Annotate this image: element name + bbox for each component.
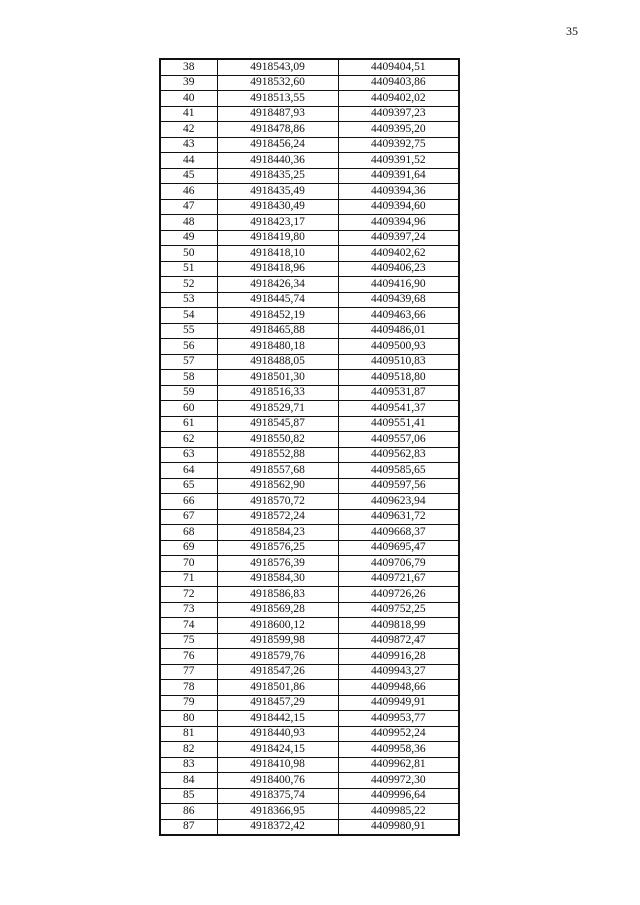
x-coordinate-cell: 4918552,88 bbox=[217, 447, 338, 463]
x-coordinate-cell: 4918570,72 bbox=[217, 494, 338, 510]
x-coordinate-cell: 4918545,87 bbox=[217, 416, 338, 432]
y-coordinate-cell: 4409404,51 bbox=[338, 59, 459, 75]
table-row bbox=[160, 447, 459, 463]
y-coordinate-cell: 4409872,47 bbox=[338, 633, 459, 649]
point-number-cell: 43 bbox=[160, 137, 217, 153]
point-number-cell: 40 bbox=[160, 91, 217, 107]
y-coordinate-cell: 4409962,81 bbox=[338, 757, 459, 773]
x-coordinate-cell: 4918599,98 bbox=[217, 633, 338, 649]
y-coordinate-cell: 4409391,52 bbox=[338, 153, 459, 169]
y-coordinate-cell: 4409985,22 bbox=[338, 804, 459, 820]
point-number-cell: 42 bbox=[160, 122, 217, 138]
y-coordinate-cell: 4409510,83 bbox=[338, 354, 459, 370]
x-coordinate-cell: 4918418,96 bbox=[217, 261, 338, 277]
point-number-cell: 52 bbox=[160, 277, 217, 293]
table-row bbox=[160, 525, 459, 541]
x-coordinate-cell: 4918547,26 bbox=[217, 664, 338, 680]
table-row bbox=[160, 246, 459, 262]
x-coordinate-cell: 4918366,95 bbox=[217, 804, 338, 820]
y-coordinate-cell: 4409392,75 bbox=[338, 137, 459, 153]
point-number-cell: 62 bbox=[160, 432, 217, 448]
table-row bbox=[160, 59, 459, 75]
table-row bbox=[160, 292, 459, 308]
table-row bbox=[160, 432, 459, 448]
table-row bbox=[160, 153, 459, 169]
x-coordinate-cell: 4918584,23 bbox=[217, 525, 338, 541]
table-row bbox=[160, 91, 459, 107]
point-number-cell: 55 bbox=[160, 323, 217, 339]
y-coordinate-cell: 4409541,37 bbox=[338, 401, 459, 417]
x-coordinate-cell: 4918501,30 bbox=[217, 370, 338, 386]
point-number-cell: 51 bbox=[160, 261, 217, 277]
point-number-cell: 46 bbox=[160, 184, 217, 200]
table-row bbox=[160, 401, 459, 417]
x-coordinate-cell: 4918513,55 bbox=[217, 91, 338, 107]
point-number-cell: 66 bbox=[160, 494, 217, 510]
x-coordinate-cell: 4918480,18 bbox=[217, 339, 338, 355]
y-coordinate-cell: 4409486,01 bbox=[338, 323, 459, 339]
point-number-cell: 63 bbox=[160, 447, 217, 463]
point-number-cell: 61 bbox=[160, 416, 217, 432]
y-coordinate-cell: 4409980,91 bbox=[338, 819, 459, 835]
y-coordinate-cell: 4409972,30 bbox=[338, 773, 459, 789]
x-coordinate-cell: 4918586,83 bbox=[217, 587, 338, 603]
x-coordinate-cell: 4918532,60 bbox=[217, 75, 338, 91]
y-coordinate-cell: 4409394,60 bbox=[338, 199, 459, 215]
y-coordinate-cell: 4409518,80 bbox=[338, 370, 459, 386]
x-coordinate-cell: 4918442,15 bbox=[217, 711, 338, 727]
table-row bbox=[160, 106, 459, 122]
table-row bbox=[160, 75, 459, 91]
point-number-cell: 48 bbox=[160, 215, 217, 231]
x-coordinate-cell: 4918457,29 bbox=[217, 695, 338, 711]
x-coordinate-cell: 4918584,30 bbox=[217, 571, 338, 587]
table-row bbox=[160, 664, 459, 680]
y-coordinate-cell: 4409397,23 bbox=[338, 106, 459, 122]
point-number-cell: 80 bbox=[160, 711, 217, 727]
table-row bbox=[160, 819, 459, 835]
point-number-cell: 70 bbox=[160, 556, 217, 572]
x-coordinate-cell: 4918501,86 bbox=[217, 680, 338, 696]
point-number-cell: 56 bbox=[160, 339, 217, 355]
table-row bbox=[160, 416, 459, 432]
y-coordinate-cell: 4409402,62 bbox=[338, 246, 459, 262]
y-coordinate-cell: 4409948,66 bbox=[338, 680, 459, 696]
table-row bbox=[160, 385, 459, 401]
point-number-cell: 53 bbox=[160, 292, 217, 308]
x-coordinate-cell: 4918579,76 bbox=[217, 649, 338, 665]
y-coordinate-cell: 4409394,96 bbox=[338, 215, 459, 231]
x-coordinate-cell: 4918372,42 bbox=[217, 819, 338, 835]
table-row bbox=[160, 184, 459, 200]
y-coordinate-cell: 4409953,77 bbox=[338, 711, 459, 727]
x-coordinate-cell: 4918456,24 bbox=[217, 137, 338, 153]
x-coordinate-cell: 4918410,98 bbox=[217, 757, 338, 773]
y-coordinate-cell: 4409949,91 bbox=[338, 695, 459, 711]
point-number-cell: 67 bbox=[160, 509, 217, 525]
x-coordinate-cell: 4918543,09 bbox=[217, 59, 338, 75]
point-number-cell: 85 bbox=[160, 788, 217, 804]
point-number-cell: 78 bbox=[160, 680, 217, 696]
y-coordinate-cell: 4409585,65 bbox=[338, 463, 459, 479]
x-coordinate-cell: 4918440,93 bbox=[217, 726, 338, 742]
table-row bbox=[160, 726, 459, 742]
table-row bbox=[160, 478, 459, 494]
x-coordinate-cell: 4918452,19 bbox=[217, 308, 338, 324]
y-coordinate-cell: 4409943,27 bbox=[338, 664, 459, 680]
y-coordinate-cell: 4409500,93 bbox=[338, 339, 459, 355]
x-coordinate-cell: 4918562,90 bbox=[217, 478, 338, 494]
y-coordinate-cell: 4409557,06 bbox=[338, 432, 459, 448]
table-row bbox=[160, 494, 459, 510]
point-number-cell: 60 bbox=[160, 401, 217, 417]
table-row bbox=[160, 230, 459, 246]
x-coordinate-cell: 4918488,05 bbox=[217, 354, 338, 370]
x-coordinate-cell: 4918426,34 bbox=[217, 277, 338, 293]
y-coordinate-cell: 4409406,23 bbox=[338, 261, 459, 277]
y-coordinate-cell: 4409668,37 bbox=[338, 525, 459, 541]
point-number-cell: 58 bbox=[160, 370, 217, 386]
y-coordinate-cell: 4409416,90 bbox=[338, 277, 459, 293]
table-row bbox=[160, 215, 459, 231]
point-number-cell: 71 bbox=[160, 571, 217, 587]
y-coordinate-cell: 4409958,36 bbox=[338, 742, 459, 758]
table-row bbox=[160, 711, 459, 727]
point-number-cell: 69 bbox=[160, 540, 217, 556]
x-coordinate-cell: 4918418,10 bbox=[217, 246, 338, 262]
table-row bbox=[160, 308, 459, 324]
point-number-cell: 45 bbox=[160, 168, 217, 184]
x-coordinate-cell: 4918569,28 bbox=[217, 602, 338, 618]
point-number-cell: 87 bbox=[160, 819, 217, 835]
x-coordinate-cell: 4918400,76 bbox=[217, 773, 338, 789]
y-coordinate-cell: 4409402,02 bbox=[338, 91, 459, 107]
table-row bbox=[160, 509, 459, 525]
point-number-cell: 49 bbox=[160, 230, 217, 246]
y-coordinate-cell: 4409721,67 bbox=[338, 571, 459, 587]
table-row bbox=[160, 757, 459, 773]
x-coordinate-cell: 4918529,71 bbox=[217, 401, 338, 417]
table-row bbox=[160, 354, 459, 370]
point-number-cell: 64 bbox=[160, 463, 217, 479]
x-coordinate-cell: 4918572,24 bbox=[217, 509, 338, 525]
table-row bbox=[160, 695, 459, 711]
table-row bbox=[160, 277, 459, 293]
table-row bbox=[160, 323, 459, 339]
y-coordinate-cell: 4409597,56 bbox=[338, 478, 459, 494]
table-row bbox=[160, 680, 459, 696]
point-number-cell: 79 bbox=[160, 695, 217, 711]
y-coordinate-cell: 4409996,64 bbox=[338, 788, 459, 804]
point-number-cell: 86 bbox=[160, 804, 217, 820]
page-number: 35 bbox=[566, 24, 578, 38]
y-coordinate-cell: 4409726,26 bbox=[338, 587, 459, 603]
y-coordinate-cell: 4409463,66 bbox=[338, 308, 459, 324]
point-number-cell: 54 bbox=[160, 308, 217, 324]
y-coordinate-cell: 4409551,41 bbox=[338, 416, 459, 432]
y-coordinate-cell: 4409631,72 bbox=[338, 509, 459, 525]
coordinates-table-body bbox=[160, 59, 459, 835]
table-row bbox=[160, 370, 459, 386]
y-coordinate-cell: 4409952,24 bbox=[338, 726, 459, 742]
point-number-cell: 38 bbox=[160, 59, 217, 75]
table-row bbox=[160, 649, 459, 665]
y-coordinate-cell: 4409623,94 bbox=[338, 494, 459, 510]
point-number-cell: 75 bbox=[160, 633, 217, 649]
x-coordinate-cell: 4918440,36 bbox=[217, 153, 338, 169]
point-number-cell: 74 bbox=[160, 618, 217, 634]
table-row bbox=[160, 602, 459, 618]
x-coordinate-cell: 4918516,33 bbox=[217, 385, 338, 401]
y-coordinate-cell: 4409439,68 bbox=[338, 292, 459, 308]
x-coordinate-cell: 4918600,12 bbox=[217, 618, 338, 634]
x-coordinate-cell: 4918423,17 bbox=[217, 215, 338, 231]
x-coordinate-cell: 4918550,82 bbox=[217, 432, 338, 448]
y-coordinate-cell: 4409394,36 bbox=[338, 184, 459, 200]
x-coordinate-cell: 4918478,86 bbox=[217, 122, 338, 138]
y-coordinate-cell: 4409391,64 bbox=[338, 168, 459, 184]
y-coordinate-cell: 4409395,20 bbox=[338, 122, 459, 138]
x-coordinate-cell: 4918576,39 bbox=[217, 556, 338, 572]
point-number-cell: 81 bbox=[160, 726, 217, 742]
y-coordinate-cell: 4409818,99 bbox=[338, 618, 459, 634]
table-row bbox=[160, 788, 459, 804]
table-row bbox=[160, 199, 459, 215]
y-coordinate-cell: 4409706,79 bbox=[338, 556, 459, 572]
y-coordinate-cell: 4409695,47 bbox=[338, 540, 459, 556]
x-coordinate-cell: 4918435,49 bbox=[217, 184, 338, 200]
y-coordinate-cell: 4409562,83 bbox=[338, 447, 459, 463]
point-number-cell: 77 bbox=[160, 664, 217, 680]
table-row bbox=[160, 571, 459, 587]
y-coordinate-cell: 4409397,24 bbox=[338, 230, 459, 246]
x-coordinate-cell: 4918465,88 bbox=[217, 323, 338, 339]
point-number-cell: 82 bbox=[160, 742, 217, 758]
point-number-cell: 41 bbox=[160, 106, 217, 122]
x-coordinate-cell: 4918576,25 bbox=[217, 540, 338, 556]
table-row bbox=[160, 463, 459, 479]
point-number-cell: 72 bbox=[160, 587, 217, 603]
coordinates-table bbox=[159, 58, 460, 836]
point-number-cell: 39 bbox=[160, 75, 217, 91]
table-row bbox=[160, 339, 459, 355]
point-number-cell: 44 bbox=[160, 153, 217, 169]
point-number-cell: 83 bbox=[160, 757, 217, 773]
point-number-cell: 68 bbox=[160, 525, 217, 541]
table-row bbox=[160, 773, 459, 789]
point-number-cell: 84 bbox=[160, 773, 217, 789]
table-row bbox=[160, 804, 459, 820]
x-coordinate-cell: 4918375,74 bbox=[217, 788, 338, 804]
x-coordinate-cell: 4918557,68 bbox=[217, 463, 338, 479]
x-coordinate-cell: 4918419,80 bbox=[217, 230, 338, 246]
table-row bbox=[160, 137, 459, 153]
y-coordinate-cell: 4409752,25 bbox=[338, 602, 459, 618]
table-row bbox=[160, 742, 459, 758]
point-number-cell: 73 bbox=[160, 602, 217, 618]
point-number-cell: 50 bbox=[160, 246, 217, 262]
point-number-cell: 65 bbox=[160, 478, 217, 494]
table-row bbox=[160, 633, 459, 649]
x-coordinate-cell: 4918435,25 bbox=[217, 168, 338, 184]
table-row bbox=[160, 122, 459, 138]
x-coordinate-cell: 4918430,49 bbox=[217, 199, 338, 215]
x-coordinate-cell: 4918445,74 bbox=[217, 292, 338, 308]
table-row bbox=[160, 261, 459, 277]
y-coordinate-cell: 4409531,87 bbox=[338, 385, 459, 401]
point-number-cell: 76 bbox=[160, 649, 217, 665]
point-number-cell: 57 bbox=[160, 354, 217, 370]
table-row bbox=[160, 556, 459, 572]
point-number-cell: 47 bbox=[160, 199, 217, 215]
table-row bbox=[160, 587, 459, 603]
x-coordinate-cell: 4918487,93 bbox=[217, 106, 338, 122]
y-coordinate-cell: 4409916,28 bbox=[338, 649, 459, 665]
table-row bbox=[160, 168, 459, 184]
y-coordinate-cell: 4409403,86 bbox=[338, 75, 459, 91]
x-coordinate-cell: 4918424,15 bbox=[217, 742, 338, 758]
table-row bbox=[160, 618, 459, 634]
table-row bbox=[160, 540, 459, 556]
point-number-cell: 59 bbox=[160, 385, 217, 401]
